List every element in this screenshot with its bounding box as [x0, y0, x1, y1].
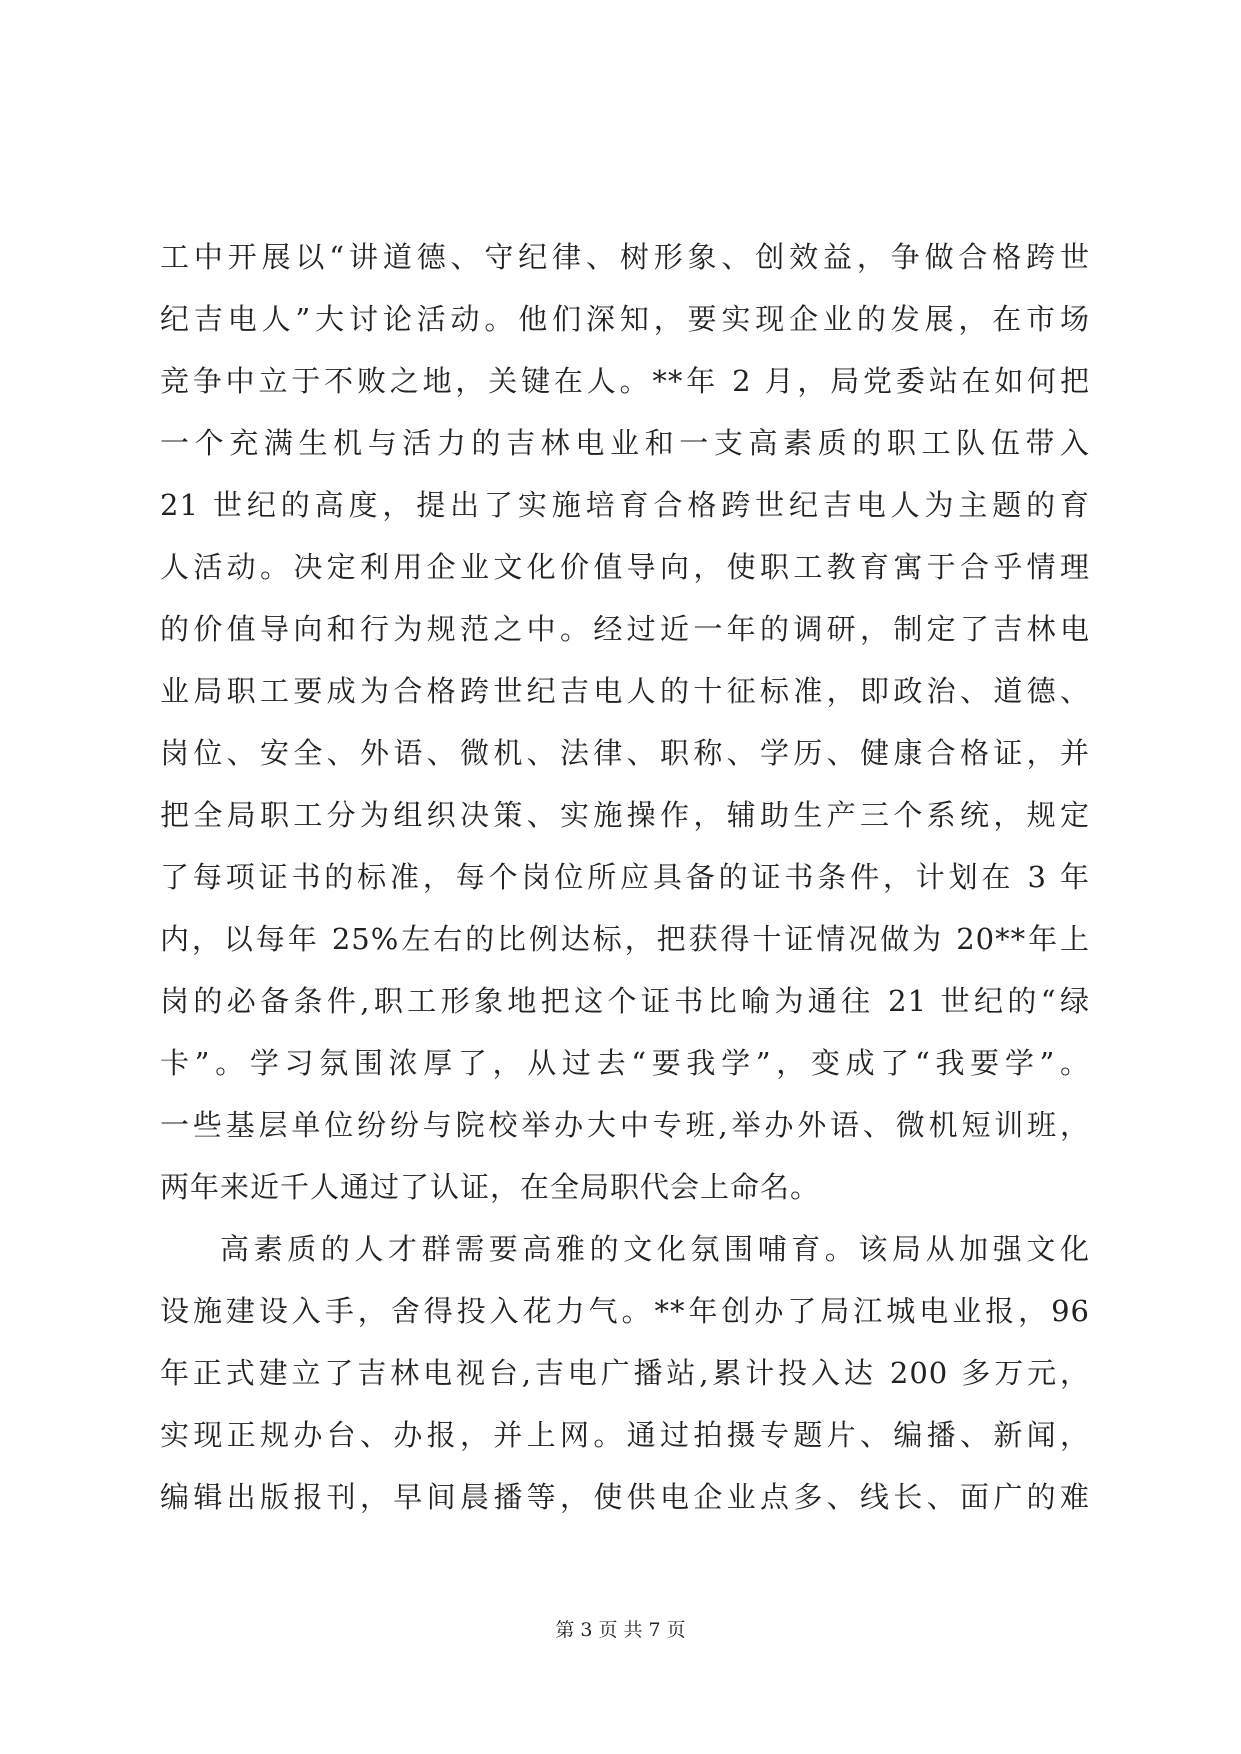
- text-line: 21 世纪的高度，提出了实施培育合格跨世纪吉电人为主题的育: [160, 488, 1090, 522]
- text-line: 把全局职工分为组织决策、实施操作，辅助生产三个系统，规定: [160, 798, 1090, 832]
- text-line: 一些基层单位纷纷与院校举办大中专班,举办外语、微机短训班，: [160, 1108, 1090, 1142]
- text-line: 纪吉电人”大讨论活动。他们深知，要实现企业的发展，在市场: [160, 302, 1090, 336]
- text-line: 卡”。学习氛围浓厚了，从过去“要我学”，变成了“我要学”。: [160, 1046, 1090, 1080]
- paragraph-2: [160, 1218, 1090, 1528]
- text-line: 设施建设入手，舍得投入花力气。**年创办了局江城电业报，96: [160, 1294, 1090, 1328]
- text-line: 了每项证书的标准，每个岗位所应具备的证书条件，计划在 3 年: [160, 860, 1090, 894]
- text-line: 年正式建立了吉林电视台,吉电广播站,累计投入达 200 多万元，: [160, 1356, 1090, 1390]
- text-line: 岗的必备条件,职工形象地把这个证书比喻为通往 21 世纪的“绿: [160, 984, 1090, 1018]
- text-line: 人活动。决定利用企业文化价值导向，使职工教育寓于合乎情理: [160, 550, 1090, 584]
- paragraph-1: [160, 226, 1090, 1218]
- text-line: 一个充满生机与活力的吉林电业和一支高素质的职工队伍带入: [160, 426, 1090, 460]
- text-line: 竞争中立于不败之地，关键在人。**年 2 月，局党委站在如何把: [160, 364, 1090, 398]
- page-number-footer: 第 3 页 共 7 页: [555, 1619, 686, 1641]
- text-line: 两年来近千人通过了认证，在全局职代会上命名。: [160, 1170, 821, 1204]
- text-line: 实现正规办台、办报，并上网。通过拍摄专题片、编播、新闻，: [160, 1418, 1090, 1452]
- text-line: 业局职工要成为合格跨世纪吉电人的十征标准，即政治、道德、: [160, 674, 1090, 708]
- text-line: 高素质的人才群需要高雅的文化氛围哺育。该局从加强文化: [220, 1232, 1090, 1266]
- text-line: 的价值导向和行为规范之中。经过近一年的调研，制定了吉林电: [160, 612, 1090, 646]
- document-body: [160, 226, 1090, 1528]
- text-line: 内，以每年 25%左右的比例达标，把获得十证情况做为 20**年上: [160, 922, 1090, 956]
- text-line: 编辑出版报刊，早间晨播等，使供电企业点多、线长、面广的难: [160, 1480, 1090, 1514]
- text-line: 工中开展以“讲道德、守纪律、树形象、创效益，争做合格跨世: [160, 240, 1090, 274]
- text-line: 岗位、安全、外语、微机、法律、职称、学历、健康合格证，并: [160, 736, 1090, 770]
